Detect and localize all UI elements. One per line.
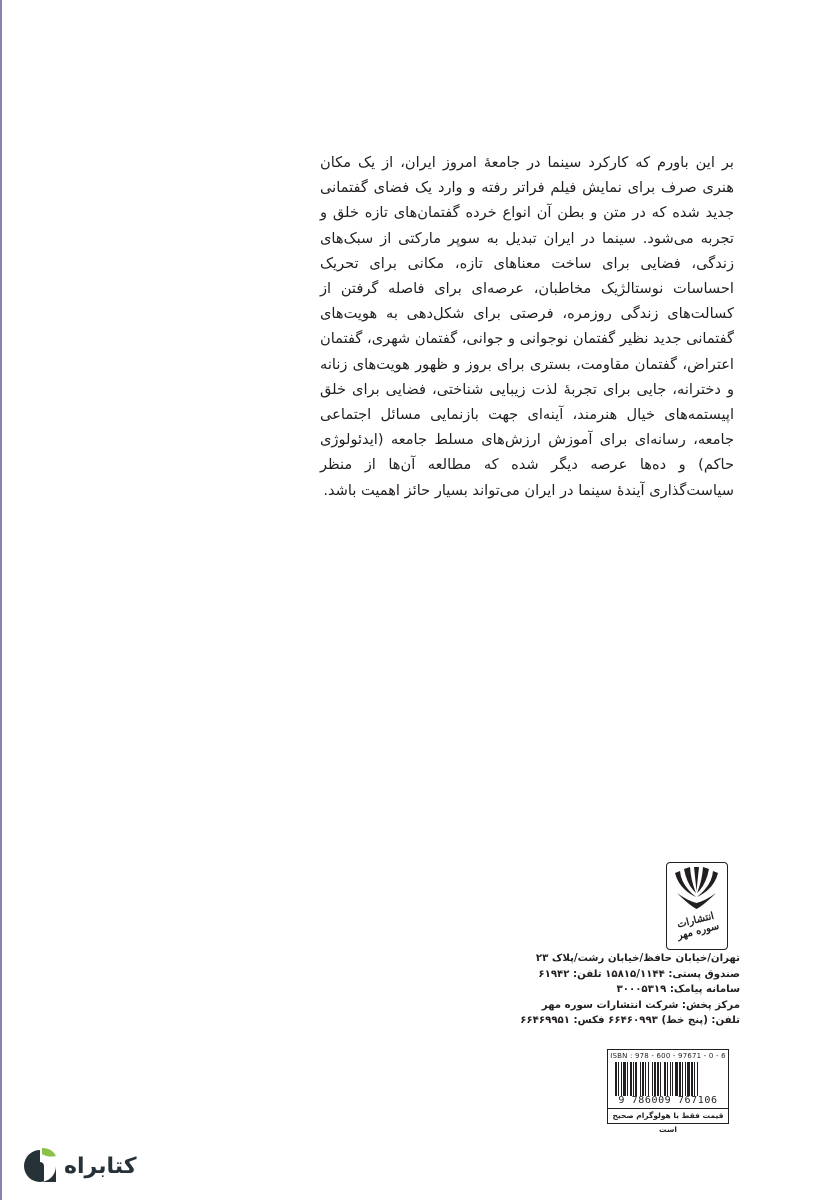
barcode-bar <box>618 1062 619 1096</box>
back-cover-blurb <box>320 150 734 503</box>
barcode-bar <box>623 1062 626 1096</box>
barcode-bar <box>621 1062 622 1096</box>
barcode-bar <box>648 1062 649 1096</box>
sms-line: سامانه پیامک: ۳۰۰۰۵۳۱۹ <box>616 984 740 996</box>
ketabrah-watermark <box>22 1146 137 1186</box>
distribution-line: مرکز پخش: شرکت انتشارات سوره مهر <box>541 999 740 1011</box>
publisher-logo <box>666 862 728 950</box>
barcode-bar <box>642 1062 644 1096</box>
barcode-bar <box>682 1062 683 1096</box>
barcode-bar <box>615 1062 617 1096</box>
barcode-bar <box>694 1062 695 1096</box>
barcode-bar <box>687 1062 690 1096</box>
blurb-paragraph: بر این باورم که کارکرد سینما در جامعهٔ امروز ایران، از یک مکان هنری صرف برای نمایش فیلم فراتر رفته و وارد یک فضای گفتمانی جدید شده که در متن و بطن آن انواع خرده گفتمان‌های تازه خلق و تجربه می‌شود. سینما در ایران تبدیل به سوپر مارکتی از سبک‌های زندگی، فضایی برای ساخت معناهای تازه، مکانی برای تحریک احساسات نوستالژیک مخاطبان، عرصه‌ای برای فاصله گرفتن از کسالت‌های زندگی روزمره، فرصتی برای شکل‌دهی به هویت‌های گفتمانی جدید نظیر گفتمان نوجوانی و جوانی، گفتمان شهری، گفتمان اعتراض، گفتمان مقاومت، بستری برای بروز و ظهور هویت‌های زنانه و دخترانه، جایی برای تجربهٔ لذت زیبایی شناختی، فضایی برای خلق اپیستمه‌های خیال هنرمند، آینه‌ای جهت بازنمایی مسائل اجتماعی جامعه، رسانه‌ای برای آموزش ارزش‌های مسلط جامعه (ایدئولوژی حاکم) و ده‌ها عرصه دیگر شده که مطالعه آن‌ها از منظر سیاست‌گذاری آیندهٔ سینما در ایران می‌تواند بسیار حائز اهمیت باشد. <box>320 154 734 499</box>
barcode-bars <box>615 1062 721 1096</box>
barcode-bar <box>679 1062 681 1096</box>
address-line: تهران/خیابان حافظ/خیابان رشت/پلاک ۲۳ <box>535 953 740 964</box>
barcode-bar <box>691 1062 693 1096</box>
barcode-bar <box>667 1062 668 1096</box>
ean-digits: 9 786009 767106 <box>618 1095 718 1106</box>
publisher-contact <box>500 951 740 1029</box>
barcode-bar <box>633 1062 634 1096</box>
barcode-bar <box>657 1062 659 1096</box>
barcode-bar <box>670 1062 671 1096</box>
barcode-bar <box>672 1062 673 1096</box>
barcode-bar <box>640 1062 641 1096</box>
barcode-bar <box>654 1062 656 1096</box>
barcode-bar <box>630 1062 632 1096</box>
ketabrah-logo-icon <box>22 1146 58 1186</box>
barcode-bar <box>675 1062 678 1096</box>
barcode-bar <box>645 1062 646 1096</box>
barcode-bar <box>652 1062 653 1096</box>
leaf-emblem-icon <box>667 863 726 913</box>
barcode-bar <box>697 1062 698 1096</box>
isbn-barcode-box <box>607 1049 729 1134</box>
barcode-bar <box>685 1062 686 1096</box>
barcode-bar <box>664 1062 666 1096</box>
barcode-bar <box>660 1062 661 1096</box>
hologram-note: قیمت فقط با هولوگرام صحیح است <box>608 1108 728 1123</box>
barcode-bar <box>627 1062 628 1096</box>
left-edge-line <box>0 0 2 1200</box>
isbn-text: ISBN : 978 - 600 - 97671 - 0 - 6 <box>610 1052 726 1060</box>
ketabrah-wordmark: کتابراه <box>64 1153 137 1179</box>
phone-fax-line: تلفن: (پنج خط) ۶۶۴۶۰۹۹۳ فکس: ۶۶۴۶۹۹۵۱ <box>520 1015 740 1027</box>
publisher-logo-script: انتشارات سوره مهر <box>676 910 721 942</box>
barcode-bar <box>635 1062 637 1096</box>
po-box-line: صندوق پستی: ۱۵۸۱۵/۱۱۴۴ تلفن: ۶۱۹۴۲ <box>538 968 740 980</box>
